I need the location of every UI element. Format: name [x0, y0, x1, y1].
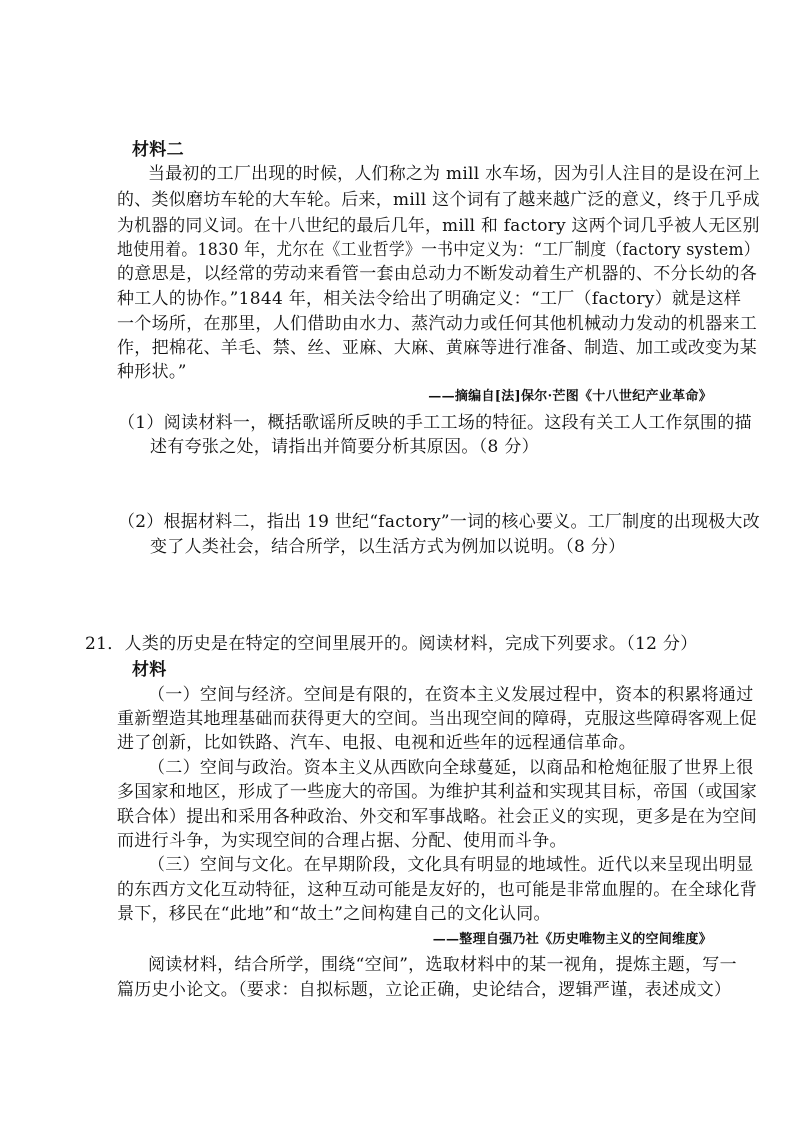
q21-material-line: 多国家和地区，形成了一些庞大的帝国。为维护其利益和实现其目标，帝国（或国家: [117, 782, 758, 802]
material2-line: 种工人的协作。”1844 年，相关法令给出了明确定义：“工厂（factory）就是这样: [117, 289, 742, 309]
material2-heading: 材料二: [132, 140, 184, 160]
q21-material-line: （三）空间与文化。在早期阶段，文化具有明显的地域性。近代以来呈现出明显: [148, 855, 754, 875]
q21-material-line: 而进行斗争，为实现空间的合理占据、分配、使用而斗争。: [117, 831, 567, 851]
q21-material-line: 景下，移民在“此地”和“故土”之间构建自己的文化认同。: [117, 904, 551, 924]
material2-line: 作，把棉花、羊毛、禁、丝、亚麻、大麻、黄麻等进行准备、制造、加工或改变为某: [117, 338, 758, 358]
material2-line: 为机器的同义词。在十八世纪的最后几年，mill 和 factory 这两个词几乎被人无区别: [117, 216, 760, 236]
material2-line: 种形状。”: [117, 362, 187, 382]
q21-material-line: 重新塑造其地理基础而获得更大的空间。当出现空间的障碍，克服这些障碍客观上促: [117, 709, 758, 729]
q21-material-line: 进了创新，比如铁路、汽车、电报、电视和近些年的远程通信革命。: [117, 733, 636, 753]
question-1-line: 述有夸张之处，请指出并简要分析其原因。（8 分）: [150, 437, 539, 457]
q21-material-line: （一）空间与经济。空间是有限的，在资本主义发展过程中，资本的积累将通过: [148, 685, 754, 705]
q21-material-line: （二）空间与政治。资本主义从西欧向全球蔓延，以商品和枪炮征服了世界上很: [148, 758, 754, 778]
question-21-stem: 21．人类的历史是在特定的空间里展开的。阅读材料，完成下列要求。（12 分）: [85, 634, 698, 654]
material2-line: 地使用着。1830 年，尤尔在《工业哲学》一书中定义为：“工厂制度（factory system）: [117, 240, 760, 260]
question-2-line: （2）根据材料二，指出 19 世纪“factory”一词的核心要义。工厂制度的出现极大改: [118, 512, 761, 532]
q21-material-heading: 材料: [132, 660, 167, 680]
material2-line: 的、类似磨坊车轮的大车轮。后来，mill 这个词有了越来越广泛的意义，终于几乎成: [117, 190, 760, 210]
q21-material-line: 的东西方文化互动特征，这种互动可能是友好的，也可能是非常血腥的。在全球化背: [117, 880, 758, 900]
q21-task-line: 篇历史小论文。（要求：自拟标题，立论正确，史论结合，逻辑严谨，表述成文）: [117, 980, 732, 1000]
q21-task-line: 阅读材料，结合所学，围绕“空间”，选取材料中的某一视角，提炼主题，写一: [148, 955, 737, 975]
material2-line: 一个场所，在那里，人们借助由水力、蒸汽动力或任何其他机械动力发动的机器来工: [117, 314, 758, 334]
material2-line: 当最初的工厂出现的时候，人们称之为 mill 水车场，因为引人注目的是设在河上: [148, 164, 761, 184]
q21-source: ——整理自强乃社《历史唯物主义的空间维度》: [432, 932, 712, 947]
question-1-line: （1）阅读材料一，概括歌谣所反映的手工工场的特征。这段有关工人工作氛围的描: [118, 413, 752, 433]
question-2-line: 变了人类社会，结合所学，以生活方式为例加以说明。（8 分）: [150, 537, 626, 557]
material2-line: 的意思是，以经常的劳动来看管一套由总动力不断发动着生产机器的、不分长幼的各: [117, 264, 758, 284]
q21-material-line: 联合体）提出和采用各种政治、外交和军事战略。社会正义的实现，更多是在为空间: [117, 807, 758, 827]
material2-source: ——摘编自[法]保尔·芒图《十八世纪产业革命》: [428, 389, 712, 404]
